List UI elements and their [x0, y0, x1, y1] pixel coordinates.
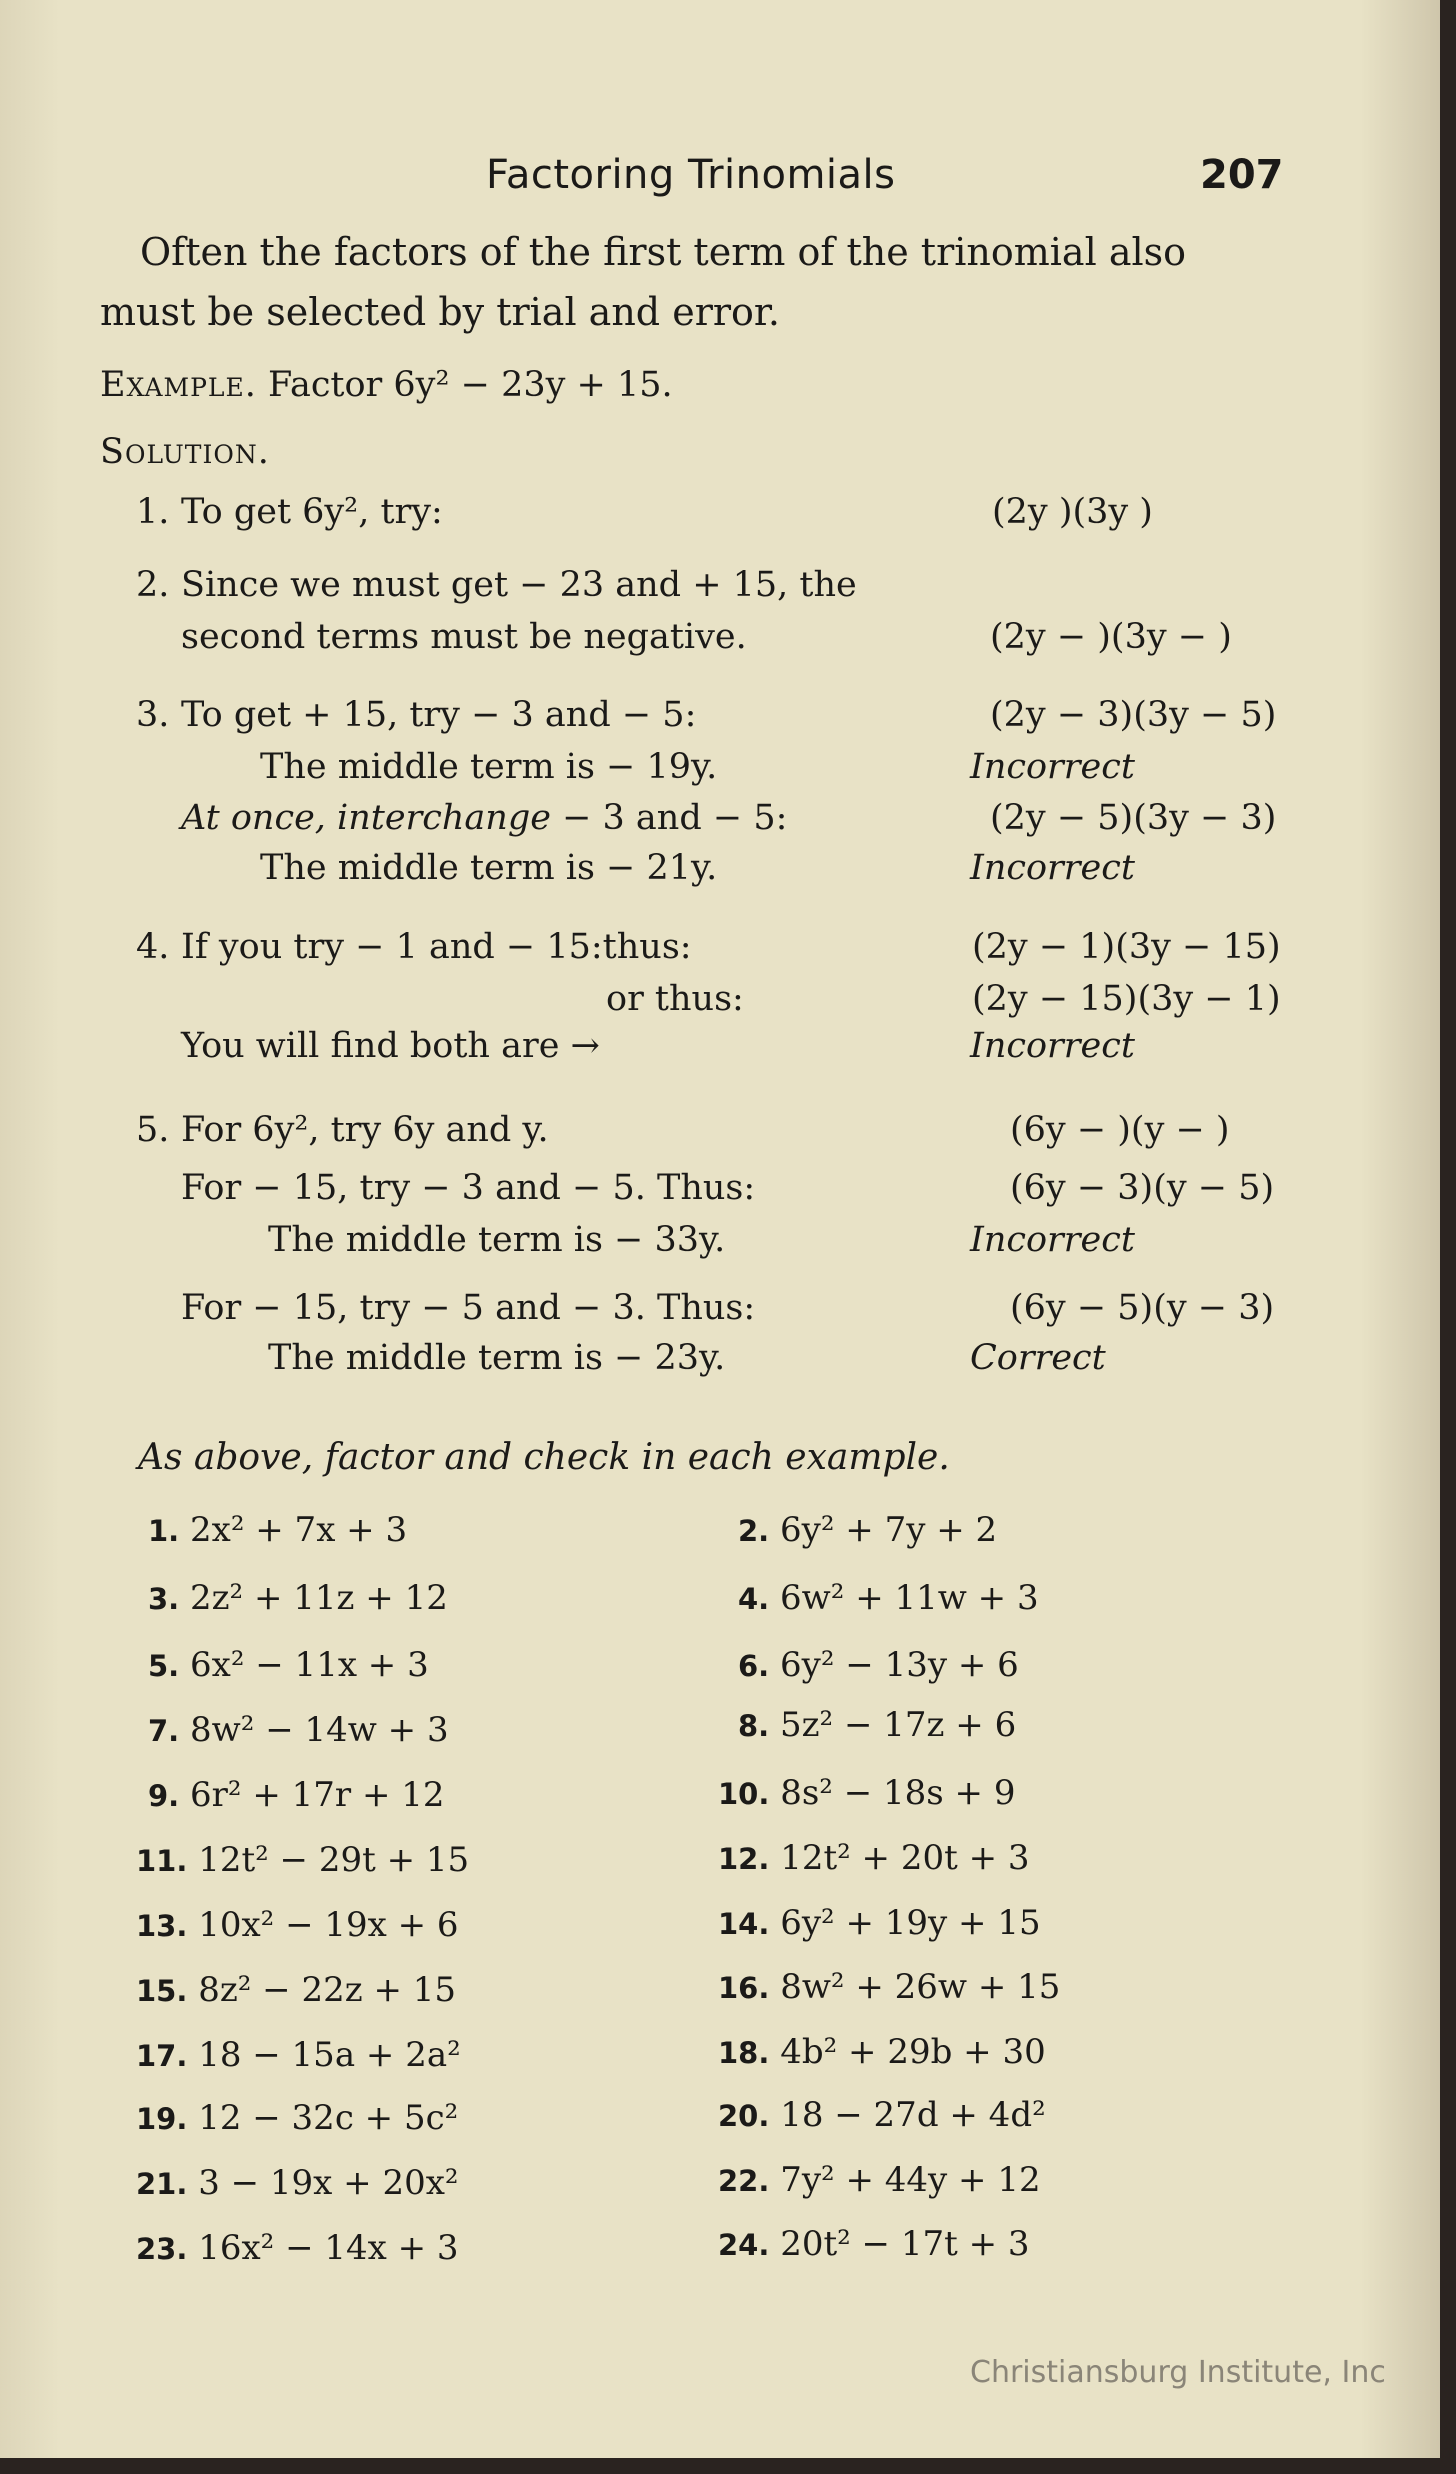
exercise-number: 10.: [718, 1777, 770, 1811]
exercise-item: [148, 1510, 407, 1550]
exercise-number: 1.: [148, 1514, 180, 1548]
step-2-result: (2y − )(3y − ): [990, 617, 1232, 657]
exercise-number: 4.: [738, 1582, 770, 1616]
page-number: 207: [1200, 152, 1284, 198]
exercise-expression: 8w² − 14w + 3: [190, 1710, 449, 1750]
exercise-item: [148, 1710, 449, 1750]
step-2-text-2: second terms must be negative.: [181, 617, 747, 657]
step-5-for-1: For − 15, try − 3 and − 5. Thus:: [181, 1168, 756, 1208]
step-5-verdict-2: Correct: [970, 1338, 1106, 1378]
exercise-expression: 12t² + 20t + 3: [780, 1838, 1030, 1878]
exercise-item: [148, 1645, 429, 1685]
exercise-number: 7.: [148, 1714, 180, 1748]
exercise-expression: 6r² + 17r + 12: [190, 1775, 445, 1815]
step-4-text: If you try − 1 and − 15:thus:: [181, 927, 692, 967]
exercise-item: [718, 1773, 1015, 1813]
exercise-number: 21.: [136, 2167, 188, 2201]
exercise-number: 6.: [738, 1649, 770, 1683]
step-3-middle: The middle term is − 19y.: [260, 747, 718, 787]
watermark: Christiansburg Institute, Inc: [970, 2355, 1386, 2390]
exercise-expression: 6y² + 19y + 15: [780, 1903, 1041, 1943]
exercise-item: [738, 1705, 1016, 1745]
exercise-expression: 2x² + 7x + 3: [190, 1510, 408, 1550]
exercise-expression: 16x² − 14x + 3: [198, 2228, 459, 2268]
exercise-expression: 6x² − 11x + 3: [190, 1645, 429, 1685]
exercise-expression: 3 − 19x + 20x²: [198, 2163, 459, 2203]
exercise-number: 14.: [718, 1907, 770, 1941]
exercise-expression: 8w² + 26w + 15: [780, 1967, 1061, 2007]
exercise-number: 23.: [136, 2232, 188, 2266]
step-5-middle: The middle term is − 33y.: [268, 1220, 726, 1260]
exercise-expression: 6y² − 13y + 6: [780, 1645, 1019, 1685]
page-bottom-shadow: [0, 2458, 1456, 2474]
exercise-item: [148, 1775, 445, 1815]
exercise-item: [718, 1967, 1060, 2007]
step-5-text: For 6y², try 6y and y.: [181, 1110, 549, 1150]
exercise-item: [718, 1903, 1041, 1943]
step-3-result-2: (2y − 5)(3y − 3): [990, 798, 1277, 838]
step-4-both: You will find both are →: [181, 1026, 600, 1066]
step-5-middle-2: The middle term is − 23y.: [268, 1338, 726, 1378]
step-1-text: To get 6y², try:: [181, 492, 443, 532]
exercise-number: 12.: [718, 1842, 770, 1876]
exercise-item: [136, 2035, 461, 2075]
exercise-number: 16.: [718, 1971, 770, 2005]
exercise-item: [718, 2160, 1041, 2200]
exercise-number: 22.: [718, 2164, 770, 2198]
page-edge-shadow: [1440, 0, 1456, 2474]
step-4-verdict: Incorrect: [970, 1026, 1135, 1066]
exercise-item: [718, 2095, 1046, 2135]
exercise-item: [136, 2228, 459, 2268]
exercise-expression: 12t² − 29t + 15: [198, 1840, 470, 1880]
interchange-rest: − 3 and − 5:: [550, 798, 788, 838]
step-5-result-2: (6y − 3)(y − 5): [1010, 1168, 1275, 1208]
step-3-verdict: Incorrect: [970, 747, 1135, 787]
step-5-result-3: (6y − 5)(y − 3): [1010, 1288, 1275, 1328]
step-4-number: 4.: [136, 927, 170, 967]
exercise-number: 2.: [738, 1514, 770, 1548]
exercise-item: [136, 2163, 459, 2203]
step-4-result-2: (2y − 15)(3y − 1): [972, 979, 1281, 1019]
exercise-item: [738, 1645, 1019, 1685]
exercise-number: 24.: [718, 2228, 770, 2262]
exercise-number: 3.: [148, 1582, 180, 1616]
page-title: Factoring Trinomials: [486, 152, 896, 198]
intro-line-2: must be selected by trial and error.: [100, 290, 780, 334]
exercise-number: 17.: [136, 2039, 188, 2073]
exercise-number: 5.: [148, 1649, 180, 1683]
exercise-expression: 7y² + 44y + 12: [780, 2160, 1041, 2200]
step-5-for-2: For − 15, try − 5 and − 3. Thus:: [181, 1288, 756, 1328]
exercise-expression: 5z² − 17z + 6: [780, 1705, 1017, 1745]
exercise-expression: 18 − 27d + 4d²: [780, 2095, 1046, 2135]
exercise-number: 8.: [738, 1709, 770, 1743]
exercise-item: [718, 2032, 1046, 2072]
step-1-result: (2y )(3y ): [992, 492, 1153, 532]
step-3-result: (2y − 3)(3y − 5): [990, 695, 1277, 735]
exercise-item: [136, 1840, 469, 1880]
exercise-expression: 6w² + 11w + 3: [780, 1578, 1039, 1618]
exercise-expression: 4b² + 29b + 30: [780, 2032, 1046, 2072]
exercise-number: 20.: [718, 2099, 770, 2133]
step-3-interchange: [181, 798, 787, 838]
example-label: Example.: [100, 365, 257, 405]
exercise-number: 15.: [136, 1974, 188, 2008]
exercise-number: 18.: [718, 2036, 770, 2070]
exercise-expression: 20t² − 17t + 3: [780, 2224, 1030, 2264]
exercise-expression: 12 − 32c + 5c²: [198, 2098, 459, 2138]
exercise-item: [718, 1838, 1030, 1878]
exercise-item: [136, 1905, 459, 1945]
exercise-number: 11.: [136, 1844, 188, 1878]
exercise-expression: 8s² − 18s + 9: [780, 1773, 1016, 1813]
step-5-result: (6y − )(y − ): [1010, 1110, 1230, 1150]
interchange-italic: At once, interchange: [181, 798, 551, 838]
step-4-or: or thus:: [606, 979, 744, 1019]
exercise-item: [136, 2098, 458, 2138]
solution-label: Solution.: [100, 432, 270, 472]
exercise-number: 13.: [136, 1909, 188, 1943]
instructions: As above, factor and check in each example.: [138, 1437, 950, 1478]
exercise-item: [136, 1970, 456, 2010]
intro-line-1: Often the factors of the first term of the trinomial also: [140, 230, 1187, 274]
step-5-verdict: Incorrect: [970, 1220, 1135, 1260]
step-3-verdict-2: Incorrect: [970, 848, 1135, 888]
step-2-number: 2.: [136, 565, 170, 605]
step-2-text-1: Since we must get − 23 and + 15, the: [181, 565, 857, 605]
exercise-number: 19.: [136, 2102, 188, 2136]
exercise-expression: 18 − 15a + 2a²: [198, 2035, 461, 2075]
step-1-number: 1.: [136, 492, 170, 532]
step-3-number: 3.: [136, 695, 170, 735]
exercise-number: 9.: [148, 1779, 180, 1813]
step-5-number: 5.: [136, 1110, 170, 1150]
example-line: [100, 365, 673, 405]
step-4-result: (2y − 1)(3y − 15): [972, 927, 1281, 967]
exercise-expression: 10x² − 19x + 6: [198, 1905, 459, 1945]
exercise-item: [148, 1578, 448, 1618]
step-3-middle-2: The middle term is − 21y.: [260, 848, 718, 888]
example-text: Factor 6y² − 23y + 15.: [268, 365, 673, 405]
exercise-expression: 2z² + 11z + 12: [190, 1578, 448, 1618]
exercise-expression: 6y² + 7y + 2: [780, 1510, 998, 1550]
exercise-item: [718, 2224, 1030, 2264]
exercise-item: [738, 1578, 1039, 1618]
step-3-text: To get + 15, try − 3 and − 5:: [181, 695, 697, 735]
exercise-expression: 8z² − 22z + 15: [198, 1970, 457, 2010]
exercise-item: [738, 1510, 997, 1550]
